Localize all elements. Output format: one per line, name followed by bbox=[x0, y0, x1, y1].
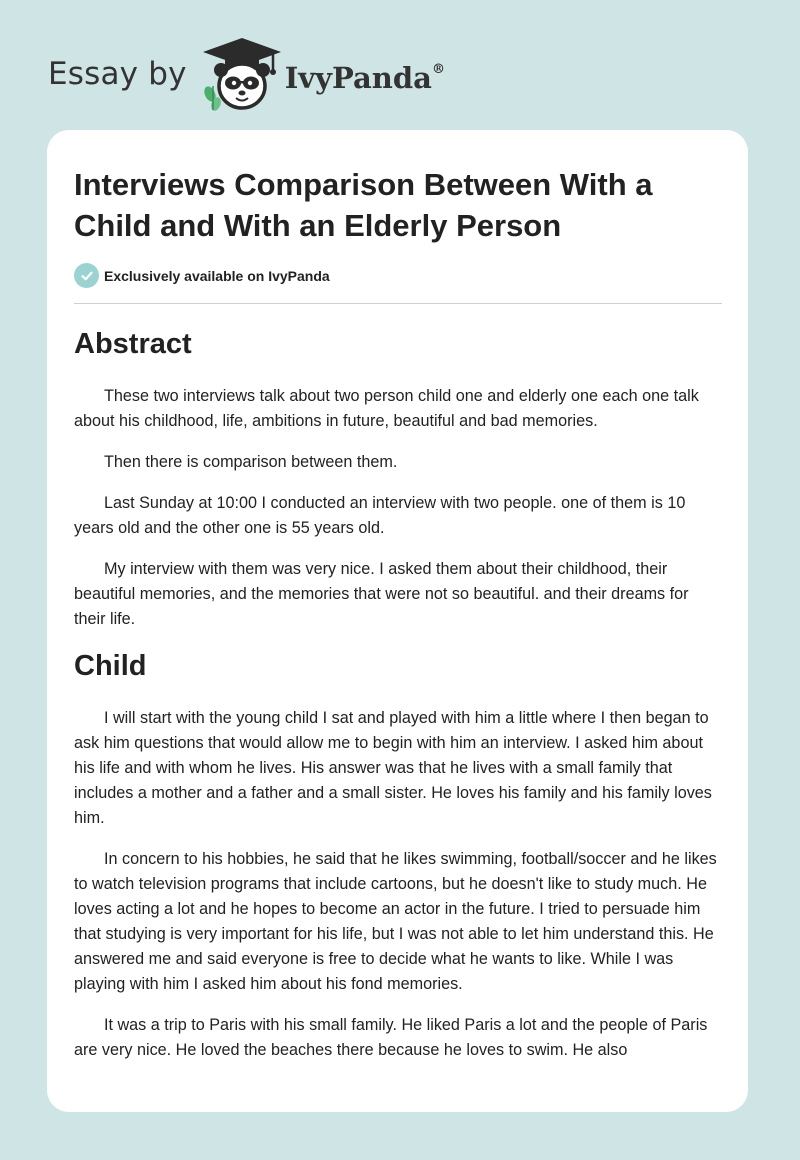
section-heading: Child bbox=[74, 650, 147, 682]
paragraph: These two interviews talk about two person child one and elderly one each one talk about his childhood, life, ambitions in future, beautiful and bad memories. bbox=[74, 387, 699, 430]
divider bbox=[74, 303, 722, 304]
site-header bbox=[48, 36, 445, 112]
essay-body bbox=[74, 324, 722, 1063]
section-child bbox=[74, 646, 722, 1063]
panda-logo-icon[interactable] bbox=[201, 36, 283, 112]
paragraph: Then there is comparison between them. bbox=[104, 453, 398, 471]
paragraph: In concern to his hobbies, he said that he likes swimming, football/soccer and he likes to watch television programs that include cartoons, but he doesn't like to study much. He loves acting a lot and he hopes to become an actor in the future. I tried to persuade him that studying is very important for his life, but I was not able to let him understand this. He answered me and said everyone is free to decide what he wants to like. While I was playing with him I asked him about his fond memories. bbox=[74, 850, 717, 993]
brand-name[interactable]: IvyPanda® bbox=[284, 61, 445, 95]
paragraph: My interview with them was very nice. I asked them about their childhood, their beautiful memories, and the memories that were not so beautiful. and their dreams for their life. bbox=[74, 560, 689, 628]
paragraph: I will start with the young child I sat and played with him a little where I then began to ask him questions that would allow me to begin with him an interview. I asked him about his life and with whom he lives. His answer was that he lives with a small family that includes a mother and a father and a small sister. He loves his family and his family loves him. bbox=[74, 709, 712, 827]
exclusive-label: Exclusively available on IvyPanda bbox=[104, 267, 330, 284]
exclusive-badge bbox=[74, 263, 330, 288]
essay-card bbox=[47, 130, 748, 1112]
essay-title: Interviews Comparison Between With a Child and With an Elderly Person bbox=[74, 167, 653, 243]
paragraph: It was a trip to Paris with his small family. He liked Paris a lot and the people of Paris are very nice. He loved the beaches there because he loves to swim. He also bbox=[74, 1016, 708, 1059]
brand-prefix: Essay by bbox=[48, 56, 187, 92]
paragraph: Last Sunday at 10:00 I conducted an interview with two people. one of them is 10 years old and the other one is 55 years old. bbox=[74, 494, 686, 537]
check-icon bbox=[74, 263, 99, 288]
section-heading: Abstract bbox=[74, 328, 192, 360]
section-abstract bbox=[74, 324, 722, 632]
